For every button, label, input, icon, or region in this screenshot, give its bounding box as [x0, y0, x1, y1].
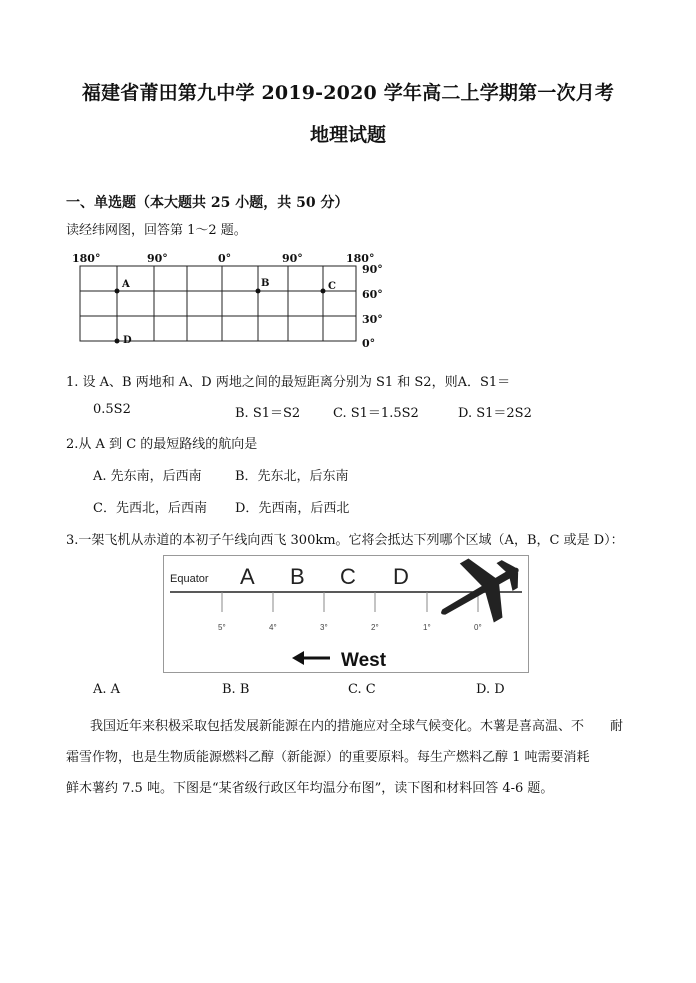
zone-label-b: B: [290, 564, 305, 589]
graticule-svg: [70, 250, 400, 350]
q2-stem: 2.从 A 到 C 的最短路线的航向是: [66, 437, 258, 452]
point-label-c: C: [328, 281, 336, 292]
point-label-d: D: [123, 335, 132, 346]
q3-option-a: A. A: [93, 682, 121, 697]
lat-label: 0°: [362, 337, 376, 350]
exam-title: 福建省莆田第九中学 2019-2020 学年高二上学期第一次月考: [81, 82, 615, 104]
west-arrow-icon: [292, 651, 330, 665]
q1-option-b: B. S1＝S2: [235, 406, 301, 421]
zone-label-c: C: [340, 564, 356, 589]
lat-label: 30°: [362, 313, 383, 326]
tick-label: 2°: [371, 623, 379, 632]
q1-option-d: D. S1＝2S2: [458, 406, 532, 421]
point-d-dot: [115, 339, 120, 344]
flight-diagram-svg: [164, 556, 528, 672]
q2-option-d: D．先西南，后西北: [235, 501, 350, 516]
grid-border: [80, 266, 356, 341]
point-b-dot: [256, 289, 261, 294]
lon-label: 90°: [147, 252, 168, 265]
tick-label: 4°: [269, 623, 277, 632]
lon-label: 180°: [72, 252, 101, 265]
passage-line-1: 我国近年来积极采取包括发展新能源在内的措施应对全球气候变化。木薯是喜高温、不 耐: [90, 719, 624, 734]
q2-option-b: B．先东北，后东南: [235, 469, 349, 484]
point-label-b: B: [261, 278, 270, 289]
q3-option-b: B. B: [222, 682, 250, 697]
equator-flight-diagram: [163, 555, 529, 673]
tick-label: 5°: [218, 623, 226, 632]
graticule-figure: [70, 250, 400, 350]
q2-option-a: A. 先东南，后西南: [93, 469, 202, 484]
lat-label: 60°: [362, 288, 383, 301]
grid-intro: 读经纬网图，回答第 1～2 题。: [66, 223, 247, 238]
q2-option-c: C．先西北，后西南: [93, 501, 207, 516]
tick-label: 0°: [474, 623, 482, 632]
lon-label: 90°: [282, 252, 303, 265]
west-label: West: [341, 650, 387, 671]
passage-line-3: 鲜木薯约 7.5 吨。下图是“某省级行政区年均温分布图”，读下图和材料回答 4-6 题。: [66, 781, 554, 796]
tick-label: 1°: [423, 623, 431, 632]
point-a-dot: [115, 289, 120, 294]
point-c-dot: [321, 289, 326, 294]
lat-label: 90°: [362, 263, 383, 276]
q1-stem: 1. 设 A、B 两地和 A、D 两地之间的最短距离分别为 S1 和 S2，则A．S1＝: [66, 375, 511, 390]
q3-option-d: D. D: [476, 682, 505, 697]
q1-option-a-rest: 0.5S2: [93, 402, 131, 417]
passage-line-2: 霜雪作物，也是生物质能源燃料乙醇（新能源）的重要原料。每生产燃料乙醇 1 吨需要消耗: [66, 750, 590, 765]
zone-label-d: D: [393, 564, 409, 589]
section-heading: 一、单选题（本大题共 25 小题，共 50 分）: [66, 195, 349, 211]
tick-label: 3°: [320, 623, 328, 632]
q3-option-c: C. C: [348, 682, 376, 697]
q3-stem: 3.一架飞机从赤道的本初子午线向西飞 300km。它将会抵达下列哪个区域（A，B，C 或是 D）：: [66, 533, 624, 548]
q1-option-c: C. S1＝1.5S2: [333, 406, 419, 421]
zone-label-a: A: [240, 564, 255, 589]
lon-label: 0°: [218, 252, 232, 265]
equator-label: Equator: [170, 573, 209, 585]
lon-label: 180°: [346, 252, 375, 265]
exam-subtitle: 地理试题: [309, 124, 386, 146]
point-label-a: A: [122, 279, 130, 290]
